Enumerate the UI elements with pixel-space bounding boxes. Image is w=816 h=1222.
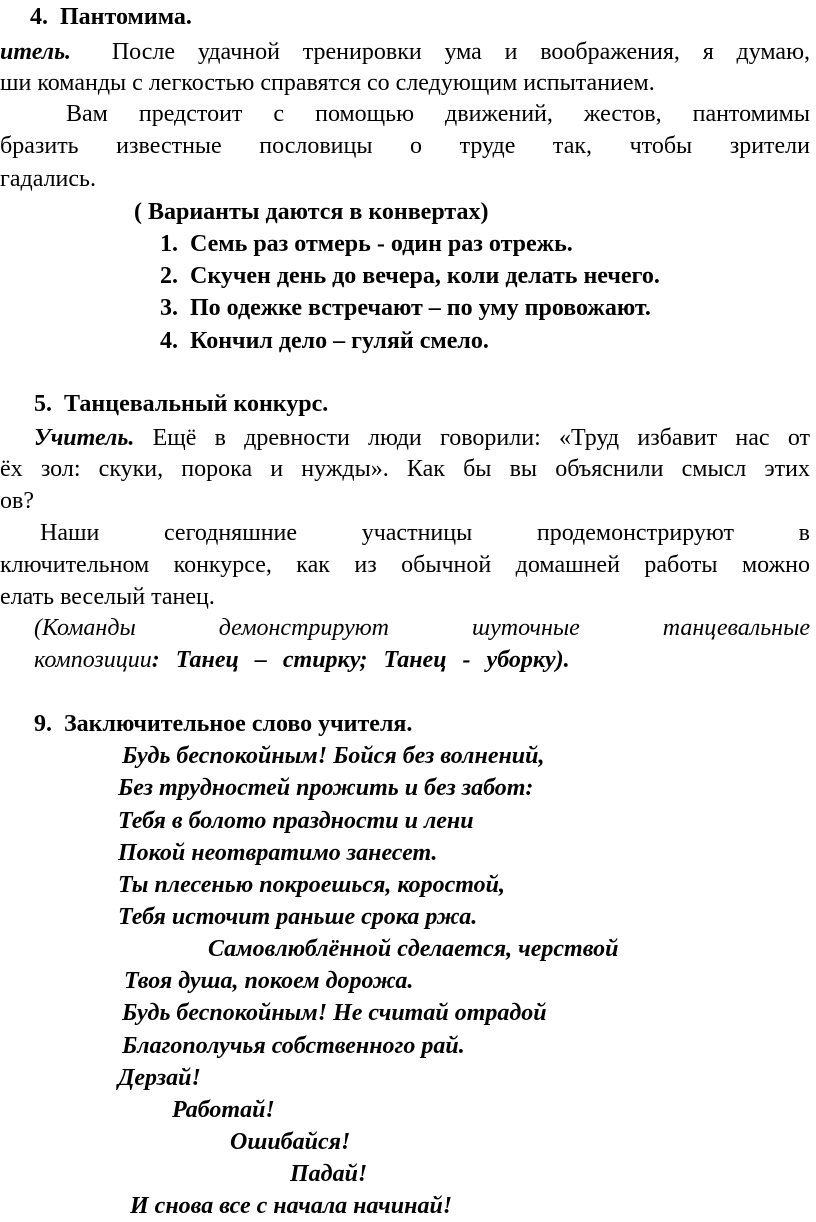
list-item: 1. Семь раз отмерь - один раз отрежь. <box>160 231 573 257</box>
note-text-bold: : Танец – стирку; Танец - уборку). <box>151 647 570 673</box>
poem-line: Без трудностей прожить и без забот: <box>118 775 534 801</box>
poem-line: Дерзай! <box>118 1065 201 1091</box>
poem-line: Покой неотвратимо занесет. <box>118 840 438 866</box>
note-line <box>34 645 570 675</box>
paragraph-text: После удачной тренировки ума и воображения, я думаю, <box>111 39 811 65</box>
note-text: композиции <box>34 647 152 673</box>
paragraph-line: гадались. <box>0 166 96 192</box>
paragraph-line: Вам предстоит с помощью движений, жестов, пантомимы <box>66 101 810 127</box>
poem-line: Ошибайся! <box>230 1129 351 1155</box>
poem-line: И снова все с начала начинай! <box>130 1193 453 1219</box>
list-item: 2. Скучен день до вечера, коли делать нечего. <box>160 263 660 289</box>
section-number: 9. <box>34 711 52 737</box>
paragraph-line: Наши сегодняшние участницы продемонстрируют в <box>40 520 810 546</box>
section-number: 4. <box>30 4 48 30</box>
note-line: (Команды демонстрируют шуточные танцевальные <box>34 615 810 641</box>
section-9-heading <box>34 709 412 739</box>
poem-line: Падай! <box>290 1161 368 1187</box>
paragraph-line: ёх зол: скуки, порока и нужды». Как бы вы объяснили смысл этих <box>0 456 810 482</box>
poem-line: Тебя источит раньше срока ржа. <box>118 904 478 930</box>
paragraph-line: ключительном конкурсе, как из обычной домашней работы можно <box>0 552 810 578</box>
paragraph-line: бразить известные пословицы о труде так, чтобы зрители <box>0 133 810 159</box>
section-4-heading <box>30 2 192 32</box>
section-5-heading <box>34 389 328 419</box>
paragraph-line: ши команды с легкостью справятся со следующим испытанием. <box>0 70 655 96</box>
section-title: Танцевальный конкурс. <box>64 391 329 417</box>
section-title: Пантомима. <box>60 4 192 30</box>
poem-line: Будь беспокойным! Бойся без волнений, <box>122 743 545 769</box>
section-number: 5. <box>34 391 52 417</box>
poem-line: Самовлюблённой сделается, черствой <box>208 936 619 962</box>
paragraph-text: Ещё в древности люди говорили: «Труд избавит нас от <box>152 425 810 451</box>
poem-line: Работай! <box>172 1097 275 1123</box>
list-item: 4. Кончил дело – гуляй смело. <box>160 328 489 354</box>
poem-line: Тебя в болото праздности и лени <box>118 808 474 834</box>
section-title: Заключительное слово учителя. <box>64 711 413 737</box>
paragraph-line <box>0 37 810 67</box>
paragraph-line <box>34 423 810 453</box>
variants-note: ( Варианты даются в конвертах) <box>134 199 489 225</box>
poem-line: Будь беспокойным! Не считай отрадой <box>122 1000 547 1026</box>
poem-line: Благополучья собственного рай. <box>122 1033 465 1059</box>
poem-line: Твоя душа, покоем дорожа. <box>124 968 414 994</box>
paragraph-line: ов? <box>0 488 34 514</box>
poem-line: Ты плесенью покроешься, коростой, <box>118 872 505 898</box>
speaker-label: итель. <box>0 39 72 65</box>
list-item: 3. По одежке встречают – по уму провожают. <box>160 295 651 321</box>
speaker-label: Учитель. <box>34 425 135 451</box>
paragraph-line: елать веселый танец. <box>0 584 215 610</box>
